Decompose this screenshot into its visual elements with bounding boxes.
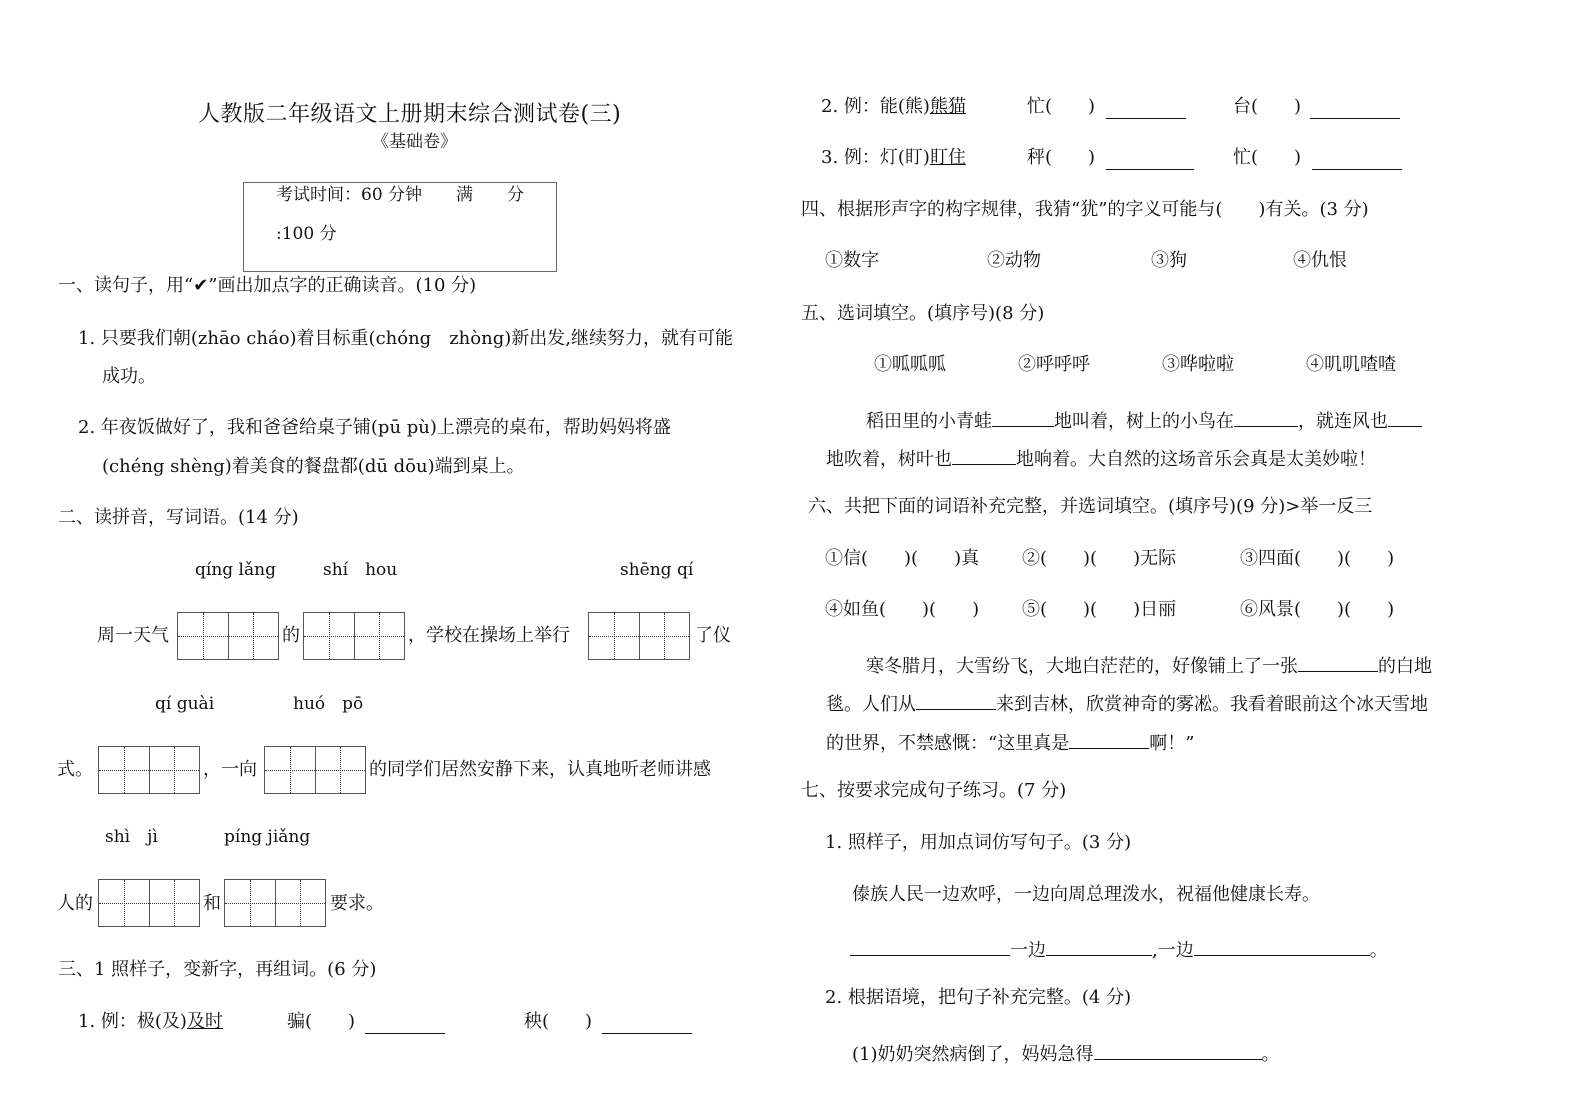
s7-q1-blank[interactable] (1094, 1041, 1262, 1060)
section7-heading: 七、按要求完成句子练习。(7 分) (801, 780, 1067, 801)
s5-blank-1[interactable] (992, 408, 1054, 427)
s3-row2-example: 熊猫 (929, 96, 966, 117)
s3-row1-example: 及时 (186, 1011, 223, 1032)
s7-pattern-end: 。 (1369, 940, 1388, 961)
writing-grid-pingjiang[interactable] (224, 879, 326, 927)
s7-example-sentence: 傣族人民一边欢呼，一边向周总理泼水，祝福他健康长寿。 (852, 884, 1320, 905)
s7-blank-subject[interactable] (850, 937, 1010, 956)
s7-sub1-heading: 1. 照样子，用加点词仿写句子。(3 分) (825, 832, 1132, 853)
page-subtitle: 《基础卷》 (372, 132, 457, 152)
pinyin-qiguai: qí guài (155, 694, 215, 714)
exam-score-label: :100 分 (276, 224, 337, 244)
s6-idiom-5[interactable]: ⑤( )( )日丽 (1022, 599, 1177, 620)
s3-row1-c2-blank[interactable] (602, 1015, 692, 1034)
writing-grid-shengqi[interactable] (588, 612, 690, 660)
s6-text-b: 的白地 (1378, 656, 1432, 677)
s3-row2-prefix: 2. 例：能(熊) (821, 96, 930, 117)
s4-option-3[interactable]: ③狗 (1151, 250, 1187, 271)
writing-grid-qinglang[interactable] (177, 612, 279, 660)
s5-option-1: ①呱呱呱 (874, 354, 946, 375)
s3-row1-prefix: 1. 例：极(及) (78, 1011, 187, 1032)
s6-idiom-1[interactable]: ①信( )( )真 (825, 548, 980, 569)
s7-blank-action2[interactable] (1194, 937, 1370, 956)
s7-q1-line (852, 1041, 1280, 1064)
exam-time-label: 考试时间：60 分钟 满 分 (276, 185, 525, 205)
s2-row1-text3: 了仪 (695, 625, 731, 646)
s3-row1-c1: 骗( ) (287, 1011, 356, 1032)
s2-row3-text2: 要求。 (330, 893, 384, 914)
s5-text-c: ，就连风也 (1298, 411, 1388, 432)
s5-text-b: 地叫着，树上的小鸟在 (1054, 411, 1234, 432)
writing-grid-shiji[interactable] (98, 879, 200, 927)
s2-row1-text2: ，学校在操场上举行 (408, 625, 570, 646)
s7-pattern-b: ,一边 (1152, 940, 1194, 961)
section1-item1-line1: 1. 只要我们朝(zhāo cháo)着目标重(chóng zhòng)新出发,继续努力，就有可能 (78, 328, 733, 349)
section1-item2-line1: 2. 年夜饭做好了，我和爸爸给桌子铺(pū pù)上漂亮的桌布，帮助妈妈将盛 (78, 417, 671, 438)
s5-para-line1 (866, 408, 1422, 431)
s3-row2 (821, 98, 966, 116)
s7-pattern-a: 一边 (1010, 940, 1046, 961)
s5-option-4: ④叽叽喳喳 (1306, 354, 1396, 375)
s5-text-e: 地响着。大自然的这场音乐会真是太美妙啦！ (1016, 449, 1376, 470)
pinyin-pingjiang: píng jiǎng (224, 827, 311, 847)
section6-heading: 六、共把下面的词语补充完整，并选词填空。(填序号)(9 分)>举一反三 (808, 496, 1373, 517)
s3-row3-prefix: 3. 例：灯(盯) (821, 147, 930, 168)
s6-blank-2[interactable] (916, 691, 996, 710)
writing-grid-qiguai[interactable] (98, 746, 200, 794)
s6-text-a: 寒冬腊月，大雪纷飞，大地白茫茫的，好像铺上了一张 (866, 656, 1298, 677)
s6-text-d: 来到吉林，欣赏神奇的雾凇。我看着眼前这个冰天雪地 (996, 694, 1428, 715)
s3-row3-c2-blank[interactable] (1312, 151, 1402, 170)
s3-row2-c2: 台( ) (1233, 96, 1302, 117)
section3-heading: 三、1 照样子，变新字，再组词。(6 分) (58, 959, 377, 980)
s6-text-e: 的世界，不禁感慨：“这里真是 (826, 733, 1070, 754)
page-title: 人教版二年级语文上册期末综合测试卷(三) (198, 102, 622, 127)
s3-row1-c2: 秧( ) (524, 1011, 593, 1032)
s2-row2-text2: 的同学们居然安静下来，认真地听老师讲感 (369, 759, 711, 780)
s6-blank-1[interactable] (1298, 653, 1378, 672)
s6-idiom-3[interactable]: ③四面( )( ) (1240, 548, 1395, 569)
s5-blank-4[interactable] (952, 446, 1016, 465)
s7-pattern-line (850, 937, 1388, 960)
s6-idiom-2[interactable]: ②( )( )无际 (1022, 548, 1177, 569)
pinyin-shengqi: shēng qí (620, 560, 694, 580)
section2-heading: 二、读拼音，写词语。(14 分) (58, 507, 299, 528)
s6-para-line3 (826, 730, 1194, 753)
s2-row2-text0: 式。 (57, 759, 93, 780)
s3-row2-c2-blank[interactable] (1310, 100, 1400, 119)
s7-blank-action1[interactable] (1046, 937, 1152, 956)
s2-row1-text0: 周一天气 (97, 625, 169, 646)
pinyin-shihou: shí hou (323, 560, 398, 580)
s5-text-a: 稻田里的小青蛙 (866, 411, 992, 432)
pinyin-shiji: shì jì (105, 827, 158, 847)
s7-q1-end: 。 (1261, 1044, 1280, 1065)
s5-blank-3[interactable] (1388, 408, 1422, 427)
section1-item1-line2: 成功。 (102, 366, 156, 387)
s3-row1-c1-blank[interactable] (365, 1015, 445, 1034)
s5-option-3: ③哗啦啦 (1162, 354, 1234, 375)
section1-heading: 一、读句子，用“✔”画出加点字的正确读音。(10 分) (58, 275, 477, 296)
s3-row3 (821, 149, 966, 167)
s2-row1-text1: 的 (282, 625, 300, 646)
s3-row3-c1: 秤( ) (1027, 147, 1096, 168)
s5-option-2: ②呼呼呼 (1018, 354, 1090, 375)
pinyin-qinglang: qíng lǎng (195, 560, 276, 580)
s6-text-f: 啊！” (1149, 733, 1195, 754)
s5-para-line2 (826, 446, 1376, 469)
s3-row2-c1: 忙( ) (1027, 96, 1096, 117)
writing-grid-huopo[interactable] (264, 746, 366, 794)
s5-text-d: 地吹着，树叶也 (826, 449, 952, 470)
s5-blank-2[interactable] (1234, 408, 1298, 427)
section4-heading: 四、根据形声字的构字规律，我猜“犹”的字义可能与( )有关。(3 分) (801, 199, 1369, 220)
s3-row1 (78, 1013, 223, 1031)
s3-row2-c1-blank[interactable] (1106, 100, 1186, 119)
s6-idiom-6[interactable]: ⑥风景( )( ) (1240, 599, 1395, 620)
exam-info-box (243, 182, 557, 272)
s2-row3-text0: 人的 (57, 893, 93, 914)
s4-option-1[interactable]: ①数字 (825, 250, 879, 271)
s3-row3-c1-blank[interactable] (1106, 151, 1194, 170)
s7-q1-text: (1)奶奶突然病倒了，妈妈急得 (852, 1044, 1094, 1065)
s3-row3-example: 盯住 (929, 147, 966, 168)
s6-blank-3[interactable] (1069, 730, 1149, 749)
writing-grid-shihou[interactable] (303, 612, 405, 660)
s7-sub2-heading: 2. 根据语境，把句子补充完整。(4 分) (825, 987, 1132, 1008)
s6-text-c: 毯。人们从 (826, 694, 916, 715)
s3-row3-c2: 忙( ) (1233, 147, 1302, 168)
s6-idiom-4[interactable]: ④如鱼( )( ) (825, 599, 980, 620)
s6-para-line2 (826, 691, 1428, 714)
s2-row3-text1: 和 (203, 893, 221, 914)
pinyin-huopo: huó pō (293, 694, 364, 714)
s2-row2-text1: ，一向 (203, 759, 257, 780)
s4-option-4[interactable]: ④仇恨 (1293, 250, 1347, 271)
section1-item2-line2: (chéng shèng)着美食的餐盘都(dū dōu)端到桌上。 (102, 456, 525, 477)
s4-option-2[interactable]: ②动物 (987, 250, 1041, 271)
s6-para-line1 (866, 653, 1432, 676)
section5-heading: 五、选词填空。(填序号)(8 分) (801, 303, 1045, 324)
